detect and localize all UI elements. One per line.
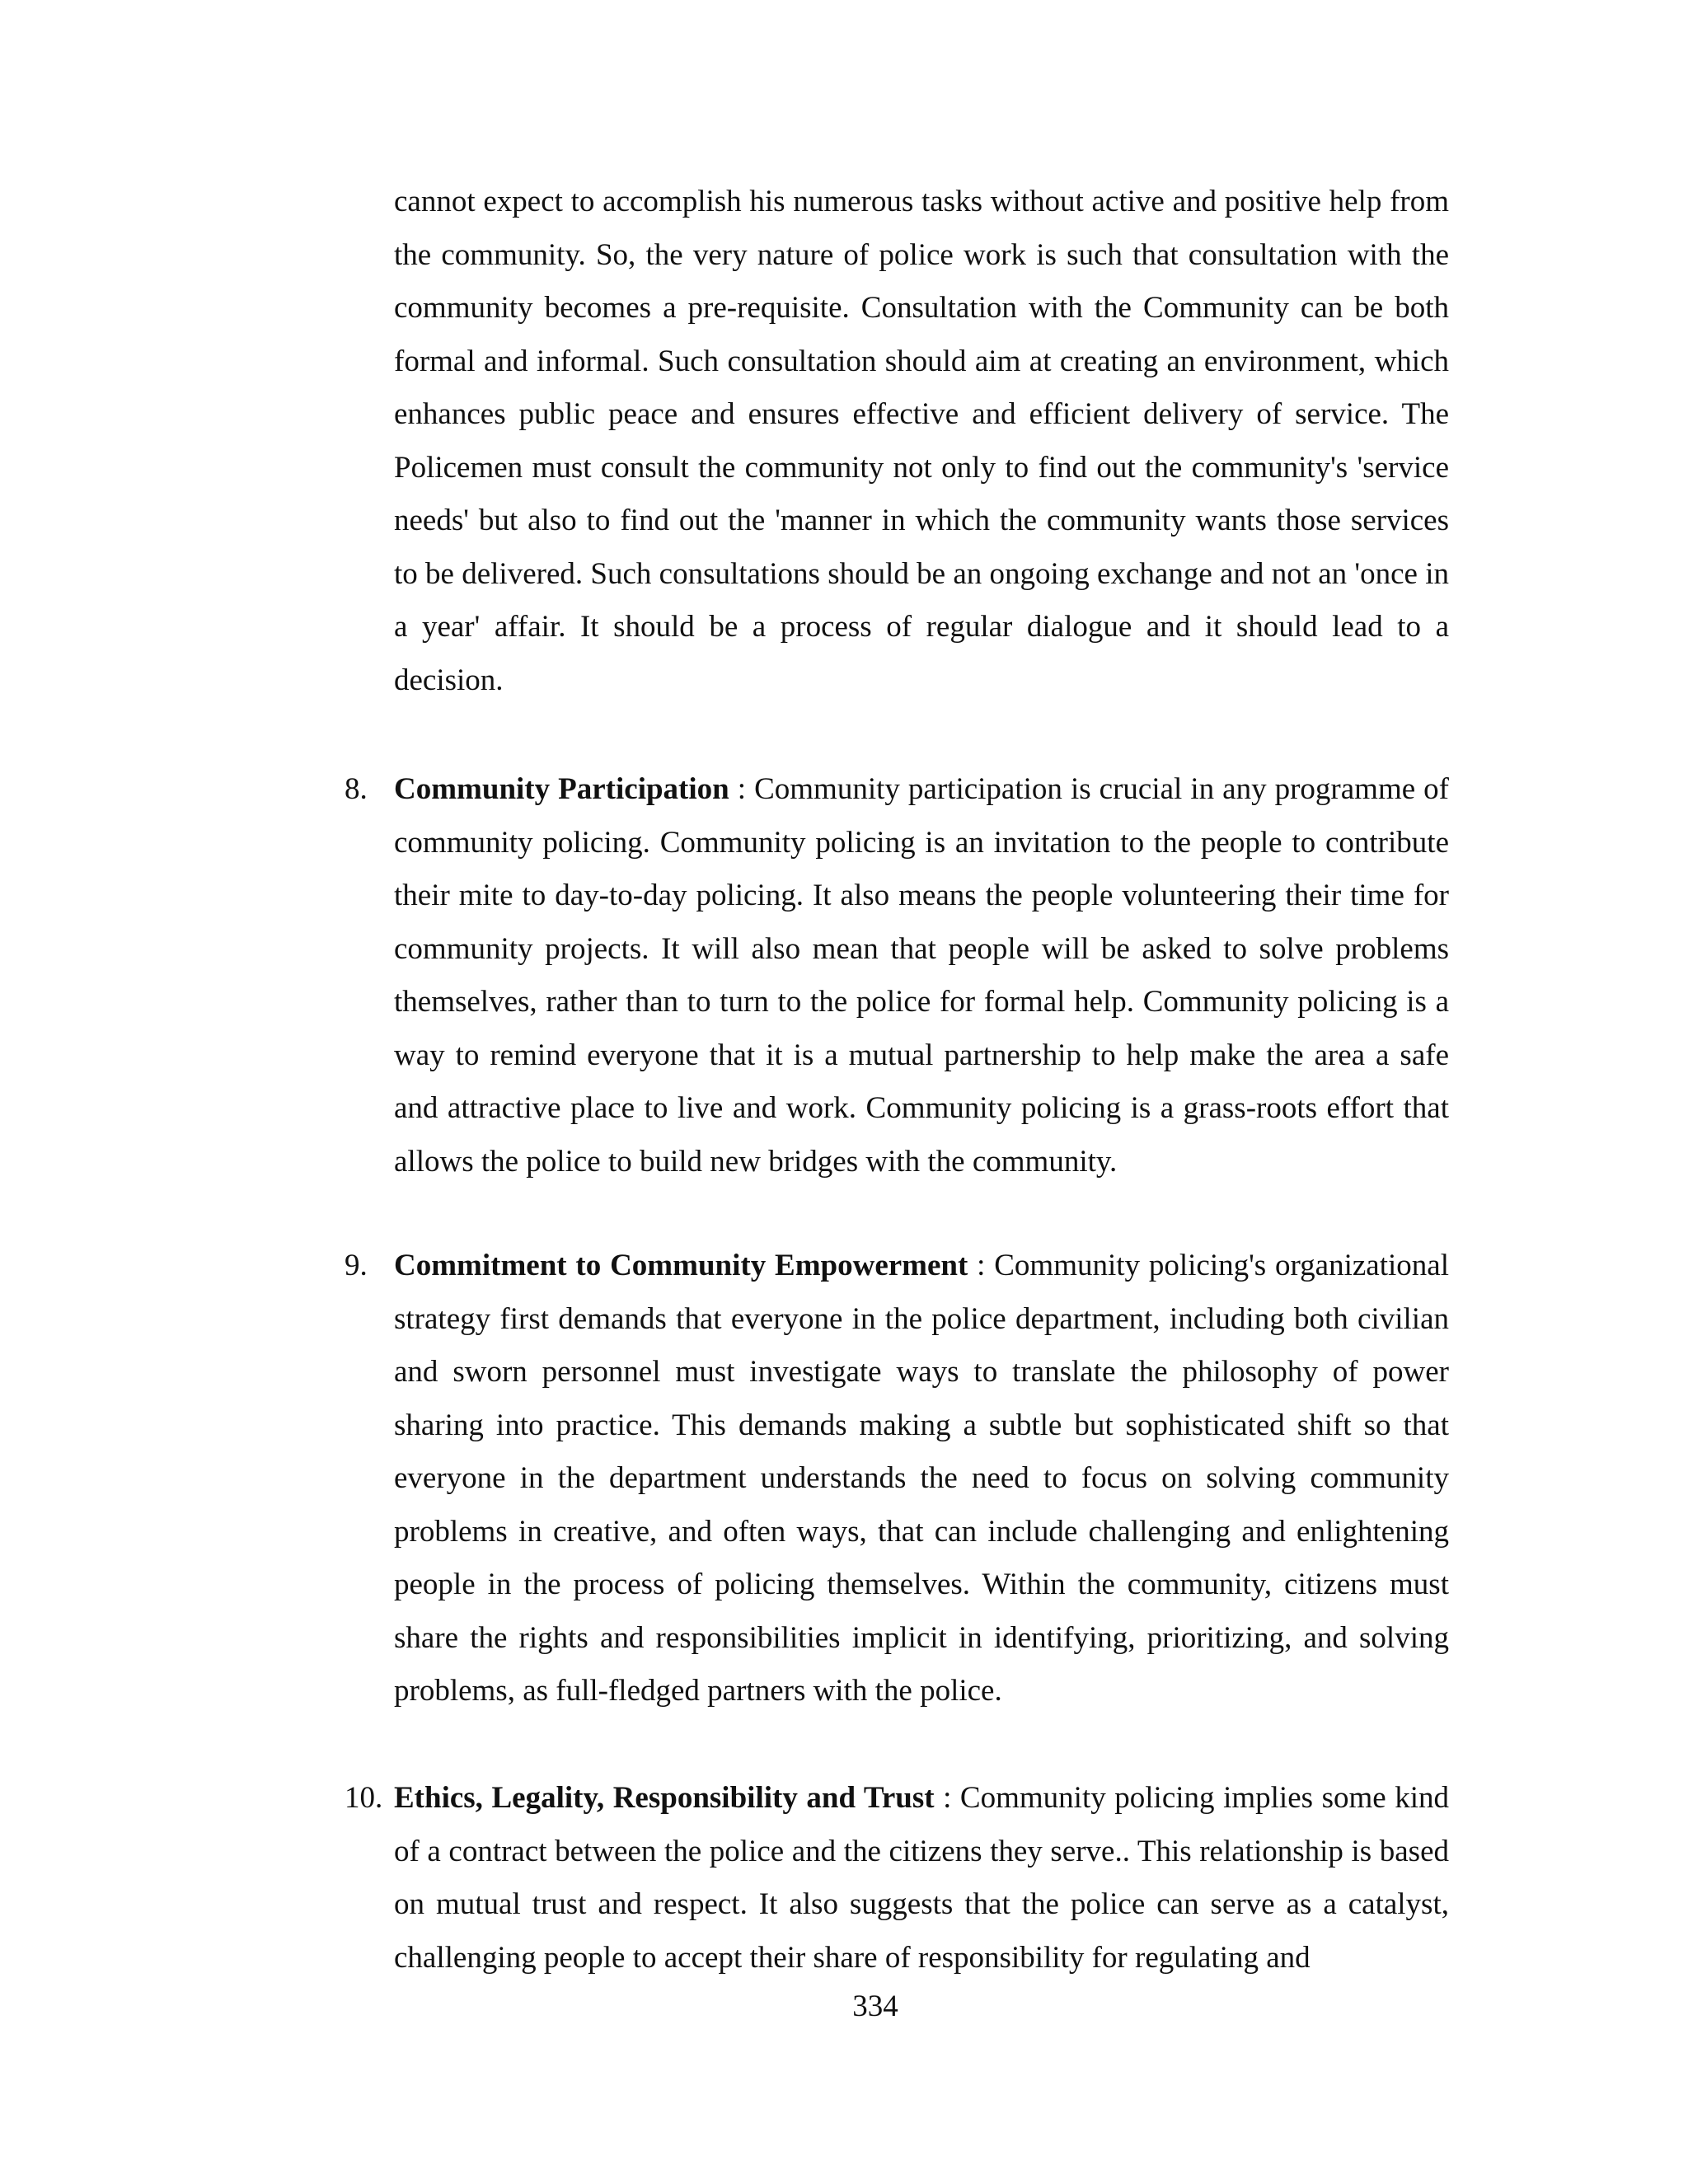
list-item-body (394, 1240, 1449, 1718)
page-number: 334 (852, 1990, 898, 2023)
list-item-term: Commitment to Community Empowerment (394, 1249, 968, 1282)
list-item-text: : Community policing implies some kind of a contract between the police and the citizens they serve.. This relationship is based on mutual trust and respect. It also suggests that the police can serve as a catalyst, challenging people to accept their share of responsibility for regulating and (394, 1781, 1449, 1975)
list-item-term: Community Participation (394, 772, 729, 806)
list-item-number: 8. (345, 772, 368, 806)
list-item-body (394, 763, 1449, 1188)
list-item-number: 10. (345, 1781, 383, 1815)
list-item-text: : Community policing's organizational strategy first demands that everyone in the police department, including both civilian and sworn personnel must investigate ways to translate the philosophy of power sharing into practice. This demands making a subtle but sophisticated shift so that everyone in the department understands the need to focus on solving community problems in creative, and often ways, that can include challenging and enlightening people in the process of policing themselves. Within the community, citizens must share the rights and responsibilities implicit in identifying, prioritizing, and solving problems, as full-fledged partners with the police. (394, 1249, 1449, 1708)
list-item-community-participation (345, 763, 1449, 1188)
list-item-text: : Community participation is crucial in any programme of community policing. Community policing is an invitation to the people to contribute their mite to day-to-day policing. It also means the people volunteering their time for community projects. It will also mean that people will be asked to solve problems themselves, rather than to turn to the police for formal help. Community policing is a way to remind everyone that it is a mutual partnership to help make the area a safe and attractive place to live and work. Community policing is a grass-roots effort that allows the police to build new bridges with the community. (394, 772, 1450, 1179)
continuation-paragraph: cannot expect to accomplish his numerous tasks without active and positive help from the community. So, the very nature of police work is such that consultation with the community becomes a pre-requisite. Consultation with the Community can be both formal and informal. Such consultation should aim at creating an environment, which enhances public peace and ensures effective and efficient delivery of service. The Policemen must consult the community not only to find out the community's 'service needs' but also to find out the 'manner in which the community wants those services to be delivered. Such consultations should be an ongoing exchange and not an 'once in a year' affair. It should be a process of regular dialogue and it should lead to a decision. (394, 185, 1449, 697)
list-item-commitment-to-community-empowerment (345, 1240, 1449, 1718)
list-item-ethics-legality-responsibility-trust (345, 1772, 1449, 1985)
list-item-number: 9. (345, 1249, 368, 1282)
list-item-body (394, 1772, 1449, 1985)
list-item-term: Ethics, Legality, Responsibility and Trust (394, 1781, 935, 1815)
